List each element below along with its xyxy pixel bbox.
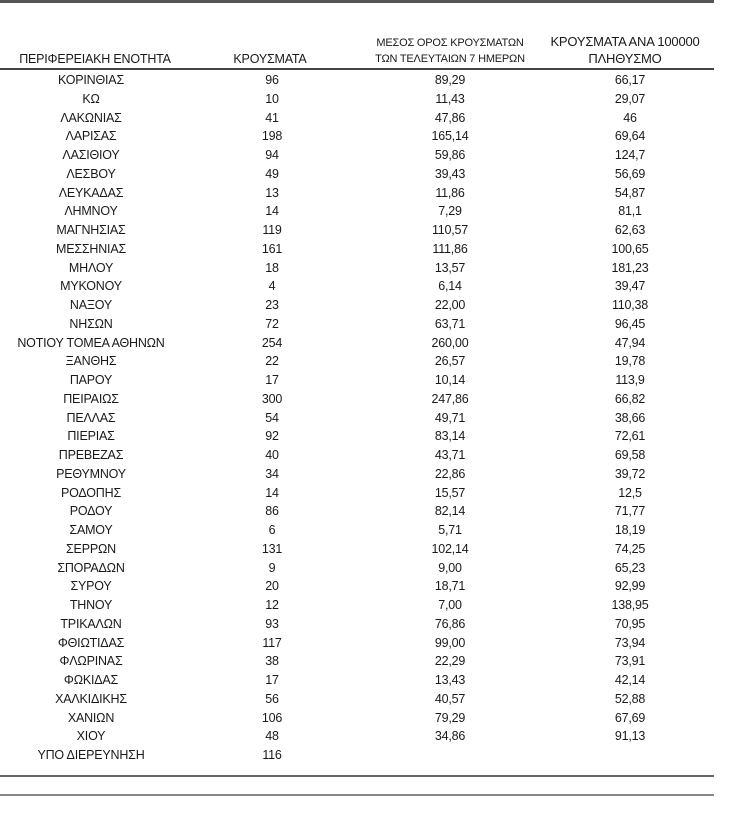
cell-avg: 83,14 [434,429,466,444]
cell-avg: 63,71 [434,316,466,331]
cell-per100k: 113,9 [615,373,645,387]
cell-avg: 40,57 [434,691,466,706]
cell-cases: 86 [265,504,279,519]
table-row [0,71,714,90]
cell-per100k: 181,23 [611,260,649,275]
cell-cases: 131 [261,541,283,556]
cell-region: ΧΑΛΚΙΔΙΚΗΣ [55,691,127,706]
table-row [0,465,714,484]
table-row [0,390,714,409]
table-row [0,109,714,128]
header-avg [355,35,545,67]
table-row [0,615,714,634]
cell-per100k: 73,91 [614,654,646,669]
cell-cases: 93 [265,616,279,631]
table-row [0,165,714,184]
table-row [0,746,714,765]
cell-cases: 6 [268,523,276,537]
cell-region: ΠΑΡΟΥ [69,373,113,387]
cell-region: ΝΑΞΟΥ [69,298,113,312]
header-per100k-line2: ΠΛΗΘΥΣΜΟ [588,51,662,66]
header-per100k [540,33,710,67]
cell-region: ΛΕΣΒΟΥ [66,166,116,181]
cell-avg: 110,57 [431,223,469,237]
table-row [0,446,714,465]
cell-region: ΠΙΕΡΙΑΣ [67,429,115,444]
cell-per100k: 74,25 [614,541,646,556]
table-row [0,127,714,146]
cell-cases: 4 [268,279,276,294]
cell-per100k: 100,65 [611,241,649,256]
cell-avg: 39,43 [434,166,466,181]
cell-avg: 13,43 [434,673,466,687]
cell-avg: 22,29 [434,654,466,669]
cell-cases: 10 [265,91,279,106]
table-row [0,559,714,578]
cell-avg: 34,86 [434,729,466,744]
cell-cases: 49 [265,166,279,181]
cell-per100k: 52,88 [614,691,646,706]
cell-cases: 14 [265,204,279,219]
cell-region: ΝΗΣΩΝ [69,316,113,331]
cell-per100k: 54,87 [614,185,646,200]
cell-region: ΧΑΝΙΩΝ [67,710,115,725]
table-row [0,540,714,559]
cell-per100k: 46 [623,110,637,125]
cell-region: ΛΑΡΙΣΑΣ [65,129,117,144]
cell-per100k: 92,99 [614,579,646,594]
cell-cases: 40 [265,448,279,462]
cell-cases: 22 [265,354,279,369]
cell-avg: 82,14 [434,504,466,519]
cell-avg: 43,71 [434,448,466,462]
cell-per100k: 66,17 [614,73,646,87]
cell-per100k: 72,61 [614,429,646,444]
table-row [0,709,714,728]
cell-cases: 254 [261,335,283,350]
cell-avg: 18,71 [434,579,466,594]
cell-region: ΠΕΙΡΑΙΩΣ [63,391,119,406]
cell-per100k: 71,77 [614,504,646,519]
cell-per100k: 91,13 [614,729,646,744]
table-row [0,690,714,709]
cell-cases: 106 [261,710,283,725]
header-region: ΠΕΡΙΦΕΡΕΙΑΚΗ ΕΝΟΤΗΤΑ [19,52,171,66]
cell-avg: 9,00 [438,560,462,575]
cell-per100k: 67,69 [614,710,646,725]
cell-cases: 56 [265,691,279,706]
cell-avg: 7,00 [438,598,462,612]
cell-avg: 10,14 [434,373,466,387]
table-row [0,502,714,521]
cell-per100k: 39,72 [614,466,646,481]
table-row [0,221,714,240]
cell-region: ΦΛΩΡΙΝΑΣ [59,654,123,669]
table-header [0,30,714,70]
cell-per100k: 138,95 [611,598,649,612]
cell-region: ΣΕΡΡΩΝ [66,541,116,556]
cell-per100k: 56,69 [614,166,646,181]
table-row [0,652,714,671]
cell-per100k: 38,66 [614,410,646,425]
cell-region: ΣΑΜΟΥ [69,523,113,537]
header-cases: ΚΡΟΥΣΜΑΤΑ [233,52,307,66]
table-row [0,671,714,690]
cell-region: ΞΑΝΘΗΣ [65,354,117,369]
cell-avg: 59,86 [434,148,466,162]
cell-avg: 165,14 [431,129,469,144]
cell-cases: 41 [265,110,279,125]
cell-per100k: 39,47 [614,279,646,294]
cell-avg: 47,86 [434,110,466,125]
table-row [0,577,714,596]
cell-per100k: 47,94 [614,335,646,350]
cell-per100k: 18,19 [614,523,646,537]
cell-cases: 96 [265,73,279,87]
cell-avg: 5,71 [438,523,462,537]
table-row [0,727,714,746]
cell-region: ΜΥΚΟΝΟΥ [60,279,122,294]
table-row [0,315,714,334]
cell-avg: 7,29 [438,204,462,219]
cell-avg: 15,57 [434,485,466,500]
cell-per100k: 69,58 [614,448,646,462]
cell-region: ΡΕΘΥΜΝΟΥ [56,466,126,481]
cell-region: ΤΗΝΟΥ [69,598,113,612]
cell-avg: 11,86 [435,185,465,200]
cell-cases: 23 [265,298,279,312]
table-row [0,240,714,259]
cell-avg: 247,86 [431,391,469,406]
cell-per100k: 19,78 [614,354,646,369]
table-row [0,259,714,278]
table-row [0,596,714,615]
cell-cases: 14 [265,485,279,500]
table-row [0,352,714,371]
cell-avg: 22,86 [434,466,466,481]
table-row [0,334,714,353]
cell-per100k: 96,45 [614,316,646,331]
cell-region: ΥΠΟ ΔΙΕΡΕΥΝΗΣΗ [37,748,145,762]
cell-region: ΧΙΟΥ [76,729,106,744]
table-row [0,296,714,315]
table-row [0,484,714,503]
cell-cases: 117 [262,635,282,650]
table-row [0,521,714,540]
cell-region: ΠΕΛΛΑΣ [66,410,116,425]
cell-avg: 11,43 [435,91,465,106]
cell-region: ΡΟΔΟΥ [69,504,113,519]
header-avg-line2: ΤΩΝ ΤΕΛΕΥΤΑΙΩΝ 7 ΗΜΕΡΩΝ [375,53,525,65]
cell-region: ΦΘΙΩΤΙΔΑΣ [57,635,125,650]
cell-per100k: 65,23 [614,560,646,575]
cell-region: ΛΕΥΚΑΔΑΣ [58,185,124,200]
cell-avg: 102,14 [431,541,469,556]
cell-region: ΛΑΣΙΘΙΟΥ [62,148,120,162]
header-avg-line1: ΜΕΣΟΣ ΟΡΟΣ ΚΡΟΥΣΜΑΤΩΝ [376,37,524,49]
cell-cases: 300 [261,391,283,406]
table-body [0,71,714,765]
cases-table [0,30,714,765]
cell-avg: 49,71 [434,410,466,425]
cell-per100k: 81,1 [618,204,642,219]
cell-avg: 111,86 [432,241,468,256]
cell-per100k: 29,07 [614,91,646,106]
cell-avg: 22,00 [434,298,466,312]
cell-cases: 48 [265,729,279,744]
cell-cases: 72 [265,316,279,331]
cell-per100k: 110,38 [611,298,649,312]
cell-region: ΣΠΟΡΑΔΩΝ [57,560,125,575]
cell-per100k: 66,82 [614,391,646,406]
table-row [0,634,714,653]
cell-cases: 13 [265,185,279,200]
cell-cases: 34 [265,466,279,481]
cell-cases: 12 [265,598,279,612]
cell-cases: 116 [262,748,282,762]
cell-region: ΛΗΜΝΟΥ [64,204,118,219]
bottom-rule-secondary [0,794,714,796]
table-row [0,146,714,165]
cell-cases: 92 [265,429,279,444]
cell-per100k: 70,95 [614,616,646,631]
cell-region: ΛΑΚΩΝΙΑΣ [60,110,122,125]
cell-avg: 79,29 [434,710,466,725]
top-rule [0,0,714,3]
cell-avg: 99,00 [434,635,466,650]
cell-avg: 76,86 [434,616,466,631]
header-per100k-line1: ΚΡΟΥΣΜΑΤΑ ΑΝΑ 100000 [550,34,700,49]
cell-region: ΤΡΙΚΑΛΩΝ [60,616,122,631]
cell-avg: 13,57 [434,260,466,275]
cell-cases: 161 [261,241,283,256]
cell-per100k: 42,14 [614,673,646,687]
cell-region: ΚΟΡΙΝΘΙΑΣ [58,73,124,87]
table-row [0,90,714,109]
cell-per100k: 73,94 [614,635,646,650]
cell-region: ΦΩΚΙΔΑΣ [63,673,119,687]
cell-region: ΝΟΤΙΟΥ ΤΟΜΕΑ ΑΘΗΝΩΝ [17,335,165,350]
table-row [0,277,714,296]
cell-region: ΜΑΓΝΗΣΙΑΣ [56,223,126,237]
cell-region: ΣΥΡΟΥ [70,579,112,594]
cell-cases: 54 [265,410,279,425]
cell-region: ΜΕΣΣΗΝΙΑΣ [56,241,126,256]
cell-region: ΜΗΛΟΥ [68,260,114,275]
cell-cases: 17 [265,373,279,387]
cell-cases: 119 [262,223,282,237]
table-row [0,409,714,428]
cell-avg: 6,14 [438,279,462,294]
table-row [0,202,714,221]
table-row [0,427,714,446]
cell-per100k: 124,7 [614,148,646,162]
table-row [0,184,714,203]
cell-per100k: 12,5 [618,485,642,500]
cell-avg: 260,00 [431,335,469,350]
cell-region: ΠΡΕΒΕΖΑΣ [58,448,124,462]
cell-avg: 26,57 [434,354,466,369]
cell-cases: 198 [261,129,283,144]
cell-region: ΡΟΔΟΠΗΣ [61,485,121,500]
cell-cases: 20 [265,579,279,594]
cell-cases: 38 [265,654,279,669]
bottom-rule [0,775,714,777]
cell-per100k: 69,64 [614,129,646,144]
table-row [0,371,714,390]
cell-cases: 9 [268,560,276,575]
cell-region: ΚΩ [82,91,100,106]
cell-per100k: 62,63 [614,223,646,237]
cell-cases: 17 [265,673,279,687]
cell-cases: 18 [265,260,279,275]
cell-cases: 94 [265,148,279,162]
cell-avg: 89,29 [434,73,466,87]
